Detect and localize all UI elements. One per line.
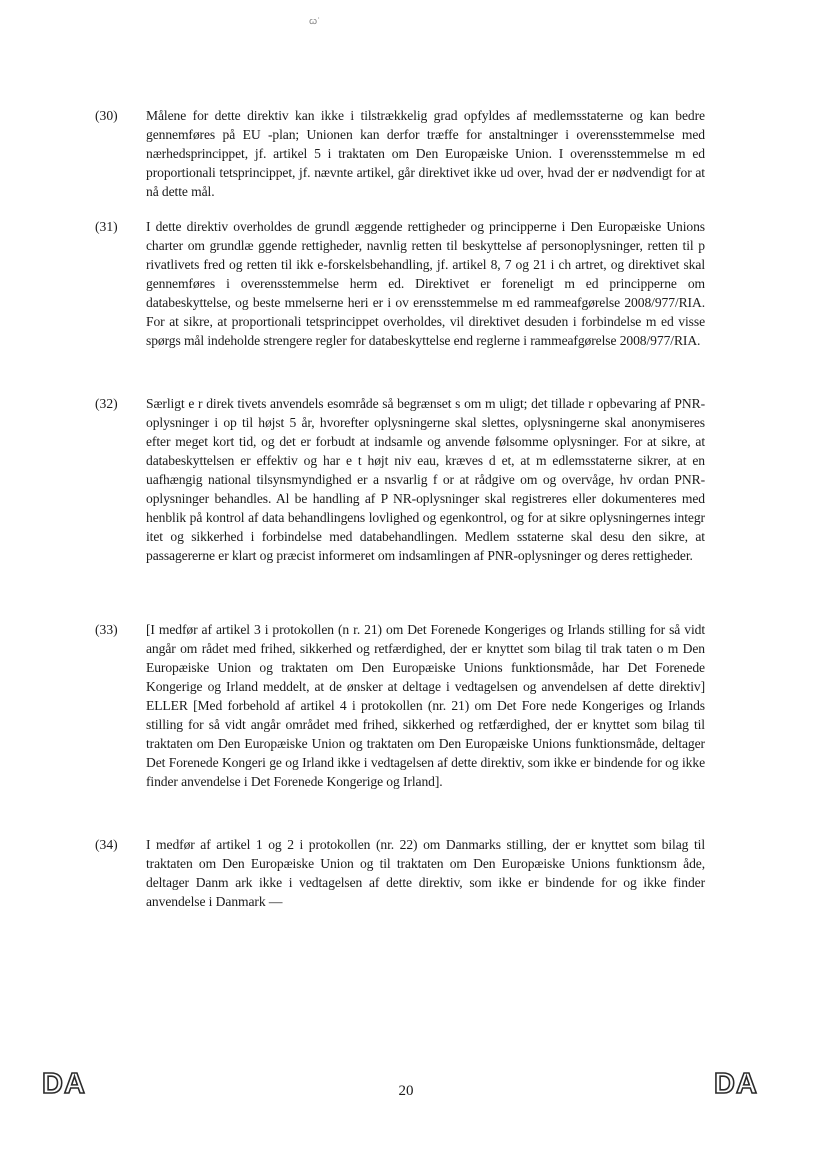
recital-text: Målene for dette direktiv kan ikke i tilstrækkelig grad opfyldes af medlemsstaterne og kan bedre gennemføres på EU -plan; Unionen kan derfor træffe for anstaltninger i overensstemmelse med nærhedsprincippet, jf. artikel 5 i traktaten om Den Europæiske Union. I overensstemmelse m ed proportionali tetsprincippet, jf. nævnte artikel, går direktivet ikke ud over, hvad der er nødvendigt for at nå dette mål. <box>146 108 705 199</box>
recital-number: (32) <box>95 396 118 411</box>
recital-number: (33) <box>95 622 118 637</box>
language-mark-left: DA <box>42 1068 86 1100</box>
recital-31 <box>95 217 705 350</box>
page-number: 20 <box>398 1083 414 1099</box>
recital-number: (30) <box>95 108 118 123</box>
recital-text: Særligt e r direk tivets anvendels esområde så begrænset s om m uligt; det tillade r opbevaring af PNR-oplysninger i op til højst 5 år, hvorefter oplysningerne skal slettes, oplysningerne skal anonymiseres efter meget kort tid, og det er forbudt at indsamle og anvende følsomme oplysninger. For at sikre, at databeskyttelsen er effektiv og har e t højt niv eau, kræves d et, at m edlemsstaterne sikrer, at en uafhængig national tilsynsmyndighed er a nsvarlig f or at rådgive om og overvåge, hv ordan PNR-oplysninger behandles. Al be handling af P NR-oplysninger skal registreres eller dokumenteres med henblik på kontrol af data behandlingens lovlighed og egenkontrol, og for at sikre oplysningernes integr itet og sikkerhed i forbindelse med databehandlingen. Medlem sstaterne skal desu den sikre, at passagererne er klart og præcist informeret om indsamlingen af PNR-oplysninger og deres rettigheder. <box>146 396 705 563</box>
recital-34 <box>95 835 705 911</box>
language-mark-right: DA <box>714 1068 758 1100</box>
recital-number: (31) <box>95 219 118 234</box>
recital-33 <box>95 620 705 791</box>
recital-30 <box>95 106 705 201</box>
recital-text: [I medfør af artikel 3 i protokollen (n r. 21) om Det Forenede Kongeriges og Irlands stilling for så vidt angår om rådet med frihed, sikkerhed og retfærdighed, der er knyttet som bilag til trak taten o m Den Europæiske Union og traktaten om Den Europæiske Unions funktionsmåde, har Det Forenede Kongerige og Irland meddelt, at de ønsker at deltage i vedtagelsen og anvendelsen af dette direktiv] ELLER [Med forbehold af artikel 4 i protokollen (nr. 21) om Det Fore nede Kongeriges og Irlands stilling for så vidt angår området med frihed, sikkerhed og retfærdighed, der er knyttet som bilag til traktaten om Den Europæiske Union og traktaten om Den Europæiske Unions funktionsmåde, deltager Det Forenede Kongeri ge og Irland ikke i vedtagelsen af dette direktiv, som ikke er bindende for og ikke finder anvendelse i Det Forenede Kongerige og Irland]. <box>146 622 705 789</box>
recital-32 <box>95 394 705 565</box>
recital-text: I dette direktiv overholdes de grundl æggende rettigheder og principperne i Den Europæiske Unions charter om grundlæ ggende rettigheder, navnlig retten til beskyttelse af personoplysninger, retten til p rivatlivets fred og retten til ikk e-forskelsbehandling, jf. artikel 8, 7 og 21 i ch artret, og direktivet skal gennemføres i overensstemmelse herm ed. Direktivet er foreneligt m ed principperne om databeskyttelse, og beste mmelserne heri er i ov erensstemmelse m ed rammeafgørelse 2008/977/RIA. For at sikre, at proportionali tetsprincippet overholdes, vil direktivet desuden i forbindelse m ed visse spørgs mål indeholde strengere regler for databeskyttelse end reglerne i rammeafgørelse 2008/977/RIA. <box>146 219 705 348</box>
recital-number: (34) <box>95 837 118 852</box>
scan-speck: ꞷ˙ <box>309 16 321 26</box>
recital-text: I medfør af artikel 1 og 2 i protokollen (nr. 22) om Danmarks stilling, der er knyttet som bilag til traktaten om Den Europæiske Union og til traktaten om Den Europæiske Unions funktionsm åde, deltager Danm ark ikke i vedtagelsen af dette direktiv, som ikke er bindende for og ikke finder anvendelse i Danmark — <box>146 837 705 909</box>
